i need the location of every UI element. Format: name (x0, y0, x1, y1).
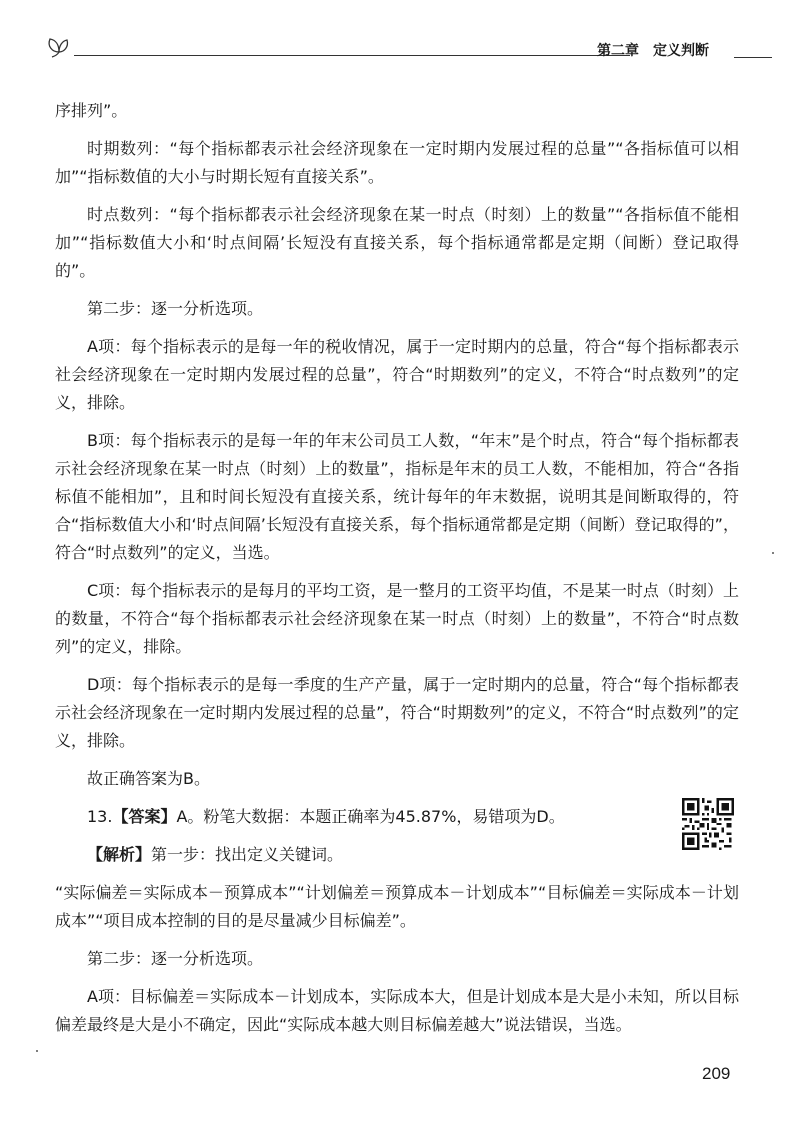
chapter-number: 第二章 (597, 43, 639, 59)
paragraph: 时期数列：“每个指标都表示社会经济现象在一定时期内发展过程的总量”“各指标值可以相加”“指标数值的大小与时期长短有直接关系”。 (55, 139, 739, 186)
paragraph: A项：目标偏差＝实际成本－计划成本，实际成本大，但是计划成本是大是小未知，所以目标偏差最终是大是小不确定，因此“实际成本越大则目标偏差越大”说法错误，当选。 (55, 987, 739, 1034)
paragraph: “实际偏差＝实际成本－预算成本”“计划偏差＝预算成本－计划成本”“目标偏差＝实际成本－计划成本”“项目成本控制的目的是尽量减少目标偏差”。 (55, 883, 739, 930)
scan-speck (36, 1050, 38, 1052)
paragraph: 第二步：逐一分析选项。 (87, 949, 264, 968)
qr-code[interactable] (682, 798, 734, 850)
answer-text: A。粉笔大数据：本题正确率为45.87%，易错项为D。 (176, 807, 565, 826)
question-number: 13. (87, 807, 113, 826)
page-number: 209 (702, 1064, 731, 1083)
analysis-text: 第一步：找出定义关键词。 (151, 845, 344, 864)
paragraph: 故正确答案为B。 (87, 769, 210, 788)
paragraph: B项：每个指标表示的是每一年的年末公司员工人数，“年末”是个时点，符合“每个指标都表示社会经济现象在某一时点（时刻）上的数量”，指标是年末的员工人数，不能相加，符合“各指标值不能相加”，且和时间长短没有直接关系，统计每年的年末数据，说明其是间断取得的，符合“指标数值大小和‘时点间隔’长短没有直接关系，每个指标通常都是定期（间断）登记取得的”，符合“时点数列”的定义，当选。 (55, 431, 739, 562)
analysis-line (55, 841, 739, 869)
paragraph: 时点数列：“每个指标都表示社会经济现象在某一时点（时刻）上的数量”“各指标值不能相加”“指标数值大小和‘时点间隔’长短没有直接关系，每个指标通常都是定期（间断）登记取得的”。 (55, 205, 739, 280)
analysis-label: 【解析】 (87, 845, 152, 864)
header-rule-tail (734, 57, 772, 58)
running-header (44, 34, 764, 70)
paragraph: D项：每个指标表示的是每一季度的生产产量，属于一定时期内的总量，符合“每个指标都表示社会经济现象在一定时期内发展过程的总量”，符合“时期数列”的定义，不符合“时点数列”的定义，排除。 (55, 675, 739, 750)
page-body (55, 97, 739, 1039)
chapter-title: 定义判断 (653, 43, 709, 59)
header-rule (74, 55, 630, 56)
answer-label: 【答案】 (112, 807, 177, 826)
scan-speck (772, 552, 774, 554)
paragraph: C项：每个指标表示的是每月的平均工资，是一整月的工资平均值，不是某一时点（时刻）上的数量，不符合“每个指标都表示社会经济现象在某一时点（时刻）上的数量”，不符合“时点数列”的定义，排除。 (55, 581, 739, 656)
paragraph: A项：每个指标表示的是每一年的税收情况，属于一定时期内的总量，符合“每个指标都表示社会经济现象在一定时期内发展过程的总量”，符合“时期数列”的定义，不符合“时点数列”的定义，排除。 (55, 337, 739, 412)
paragraph: 序排列”。 (55, 101, 128, 120)
leaf-icon (44, 34, 74, 58)
answer-line (55, 803, 739, 831)
paragraph: 第二步：逐一分析选项。 (87, 299, 264, 318)
chapter-heading (597, 40, 709, 60)
